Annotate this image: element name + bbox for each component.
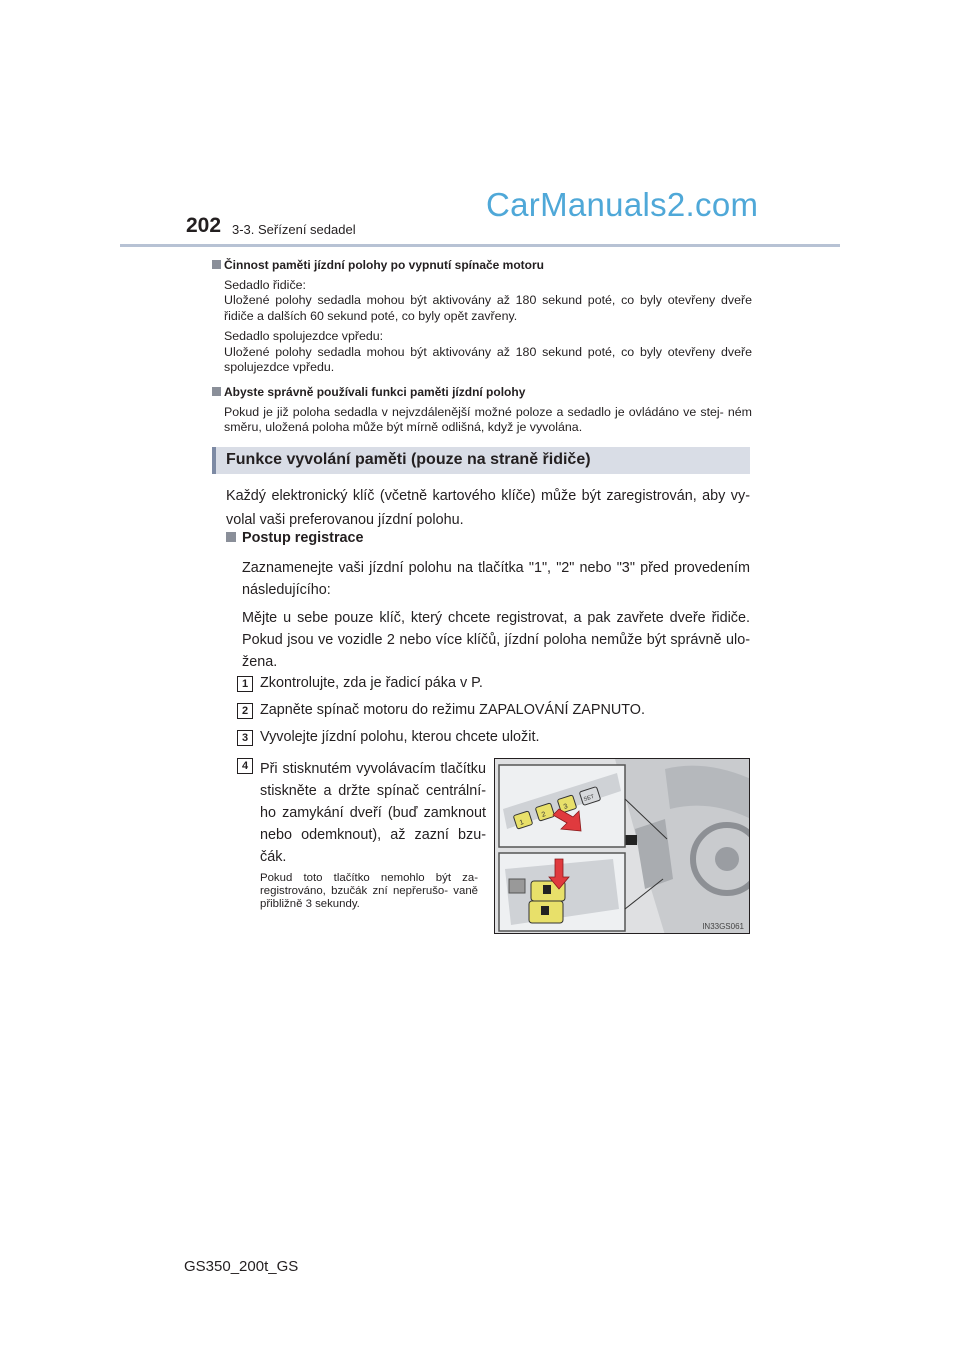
step-number-3: 3 (237, 730, 253, 746)
step-text-2: Zapněte spínač motoru do režimu ZAPALOVÁNÍ ZAPNUTO. (260, 702, 645, 718)
door-switch-illustration (494, 758, 750, 934)
step-text-4: Při stisknutém vyvolávacím tlačítku stiskněte a držte spínač centrální- ho zamykání dveří (buď zamknout nebo odemknout), až zazní bzu- čák. (260, 761, 486, 865)
step-text-3: Vyvolejte jízdní polohu, kterou chcete uložit. (260, 729, 540, 745)
lock-switch-inset (499, 853, 625, 931)
note-paragraph: Pokud je již poloha sedadla v nejvzdálenější možné poloze a sedadlo je ovládáno ve stej- ném směru, uložená poloha může být mírně odlišná, když je vyvolána. (224, 404, 752, 434)
note-paragraph: Sedadlo řidiče: Uložené polohy sedadla mohou být aktivovány až 180 sekund poté, co byly otevřeny dveře řidiče a dalších 60 sekund poté, co byly opět zavřeny. (224, 277, 752, 323)
note-heading: Abyste správně používali funkci paměti jízdní polohy (212, 385, 752, 401)
watermark-logo[interactable]: CarManuals2.com (486, 186, 759, 223)
page-number: 202 (186, 214, 222, 237)
step-number-2: 2 (237, 703, 253, 719)
svg-text:SET: SET (583, 793, 596, 803)
procedure-heading: Postup registrace (226, 530, 364, 546)
note-heading: Činnost paměti jízdní polohy po vypnutí spínače motoru (212, 258, 752, 274)
note-paragraph: Sedadlo spolujezdce vpředu: Uložené polohy sedadla mohou být aktivovány až 180 sekund poté, co byly otevřeny dveře spolujezdce vpředu. (224, 329, 752, 374)
footer-model: GS350_200t_GS (184, 1258, 299, 1275)
section-heading: Funkce vyvolání paměti (pouze na straně řidiče) (226, 451, 591, 468)
memory-buttons-inset (499, 765, 625, 847)
section-title: 3-3. Seřízení sedadel (232, 222, 356, 237)
procedure-body (242, 557, 750, 679)
bullet-square-icon (212, 387, 221, 396)
bullet-square-icon (226, 532, 236, 542)
header-divider (120, 244, 840, 247)
step-4-note: Pokud toto tlačítko nemohlo být za- registrováno, bzučák zní nepřerušo- vaně přibližně 3 sekundy. (260, 872, 478, 910)
section-intro: Každý elektronický klíč (včetně kartového klíče) může být zaregistrován, aby vy- volal vaši preferovanou jízdní polohu. (226, 488, 750, 528)
procedure-paragraph: Zaznamenejte vaši jízdní polohu na tlačítka "1", "2" nebo "3" před provedením následujícího: (242, 560, 750, 598)
figure-code: IN33GS061 (702, 922, 744, 931)
bullet-square-icon (212, 260, 221, 269)
svg-text:3: 3 (562, 803, 569, 811)
door-switch-diagram (495, 759, 750, 934)
svg-text:2: 2 (540, 811, 547, 819)
note-proper-use (212, 385, 752, 441)
section-heading-band (212, 447, 750, 474)
procedure-paragraph: Mějte u sebe pouze klíč, který chcete registrovat, a pak zavřete dveře řidiče. Pokud jsou ve vozidle 2 nebo více klíčů, jízdní poloha nemůže být správně ulo- žena. (242, 610, 750, 670)
step-text-1: Zkontrolujte, zda je řadicí páka v P. (260, 675, 483, 691)
note-memory-after-engine-off (212, 258, 752, 381)
step-number-4: 4 (237, 758, 253, 774)
svg-text:1: 1 (518, 819, 525, 827)
step-number-1: 1 (237, 676, 253, 692)
